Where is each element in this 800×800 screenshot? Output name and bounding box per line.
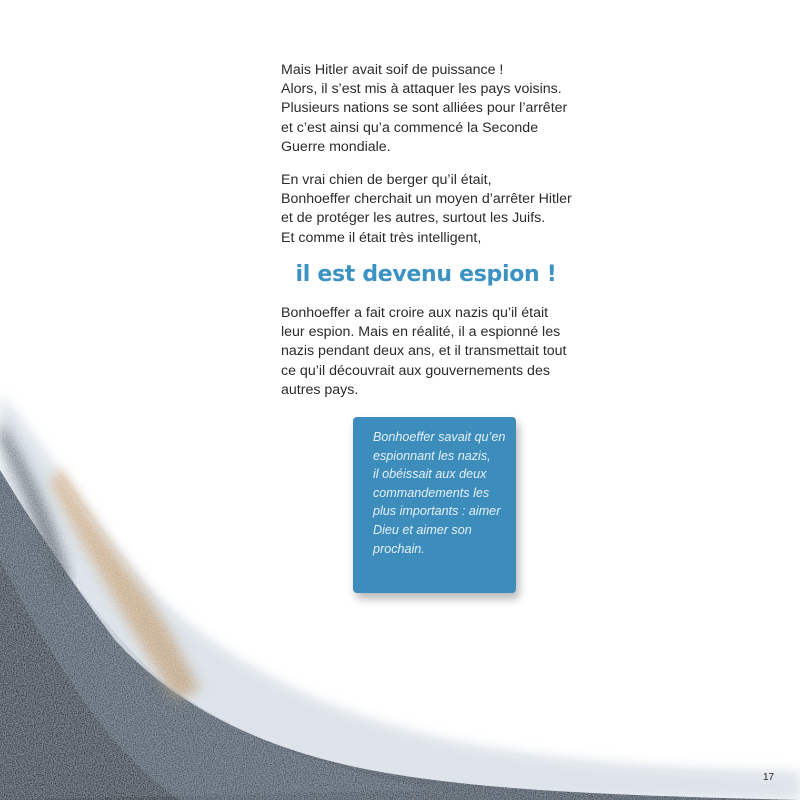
paragraph-2 [281,171,571,248]
text-line: leur espion. Mais en réalité, il a espionné les [281,324,561,341]
callout-line: commandements les [373,485,490,500]
text-line: ce qu’il découvrait aux gouvernements des [281,362,550,379]
highlight-heading: il est devenu espion ! [295,262,557,287]
text-line: Guerre mondiale. [281,138,391,155]
text-line: En vrai chien de berger qu’il était, [281,172,492,188]
paragraph-1 [281,61,571,157]
callout-line: il obéissait aux deux [373,467,487,482]
callout-box [353,417,516,593]
text-line: et c’est ainsi qu’a commencé la Seconde [281,119,539,136]
callout-line: Bonhoeffer savait qu’en [373,430,506,444]
text-line: Alors, il s’est mis à attaquer les pays voisins. [281,81,562,98]
paragraph-3 [281,304,571,400]
callout-line: espionnant les nazis, [373,448,491,463]
text-line: autres pays. [281,381,359,398]
text-line: Mais Hitler avait soif de puissance ! [281,62,504,78]
text-line: Et comme il était très intelligent, [281,229,482,246]
text-line: Plusieurs nations se sont alliées pour l’arrêter [281,100,568,117]
text-line: Bonhoeffer cherchait un moyen d’arrêter Hitler [281,191,572,208]
callout-line: prochain. [373,541,425,556]
text-line: nazis pendant deux ans, et il transmettait tout [281,343,567,360]
callout-text [373,428,513,558]
page-number: 17 [763,772,775,783]
callout-line: Dieu et aimer son [373,522,472,537]
text-line: Bonhoeffer a fait croire aux nazis qu’il était [281,305,549,321]
callout-line: plus importants : aimer [373,504,501,519]
text-line: et de protéger les autres, surtout les Juifs. [281,210,546,227]
